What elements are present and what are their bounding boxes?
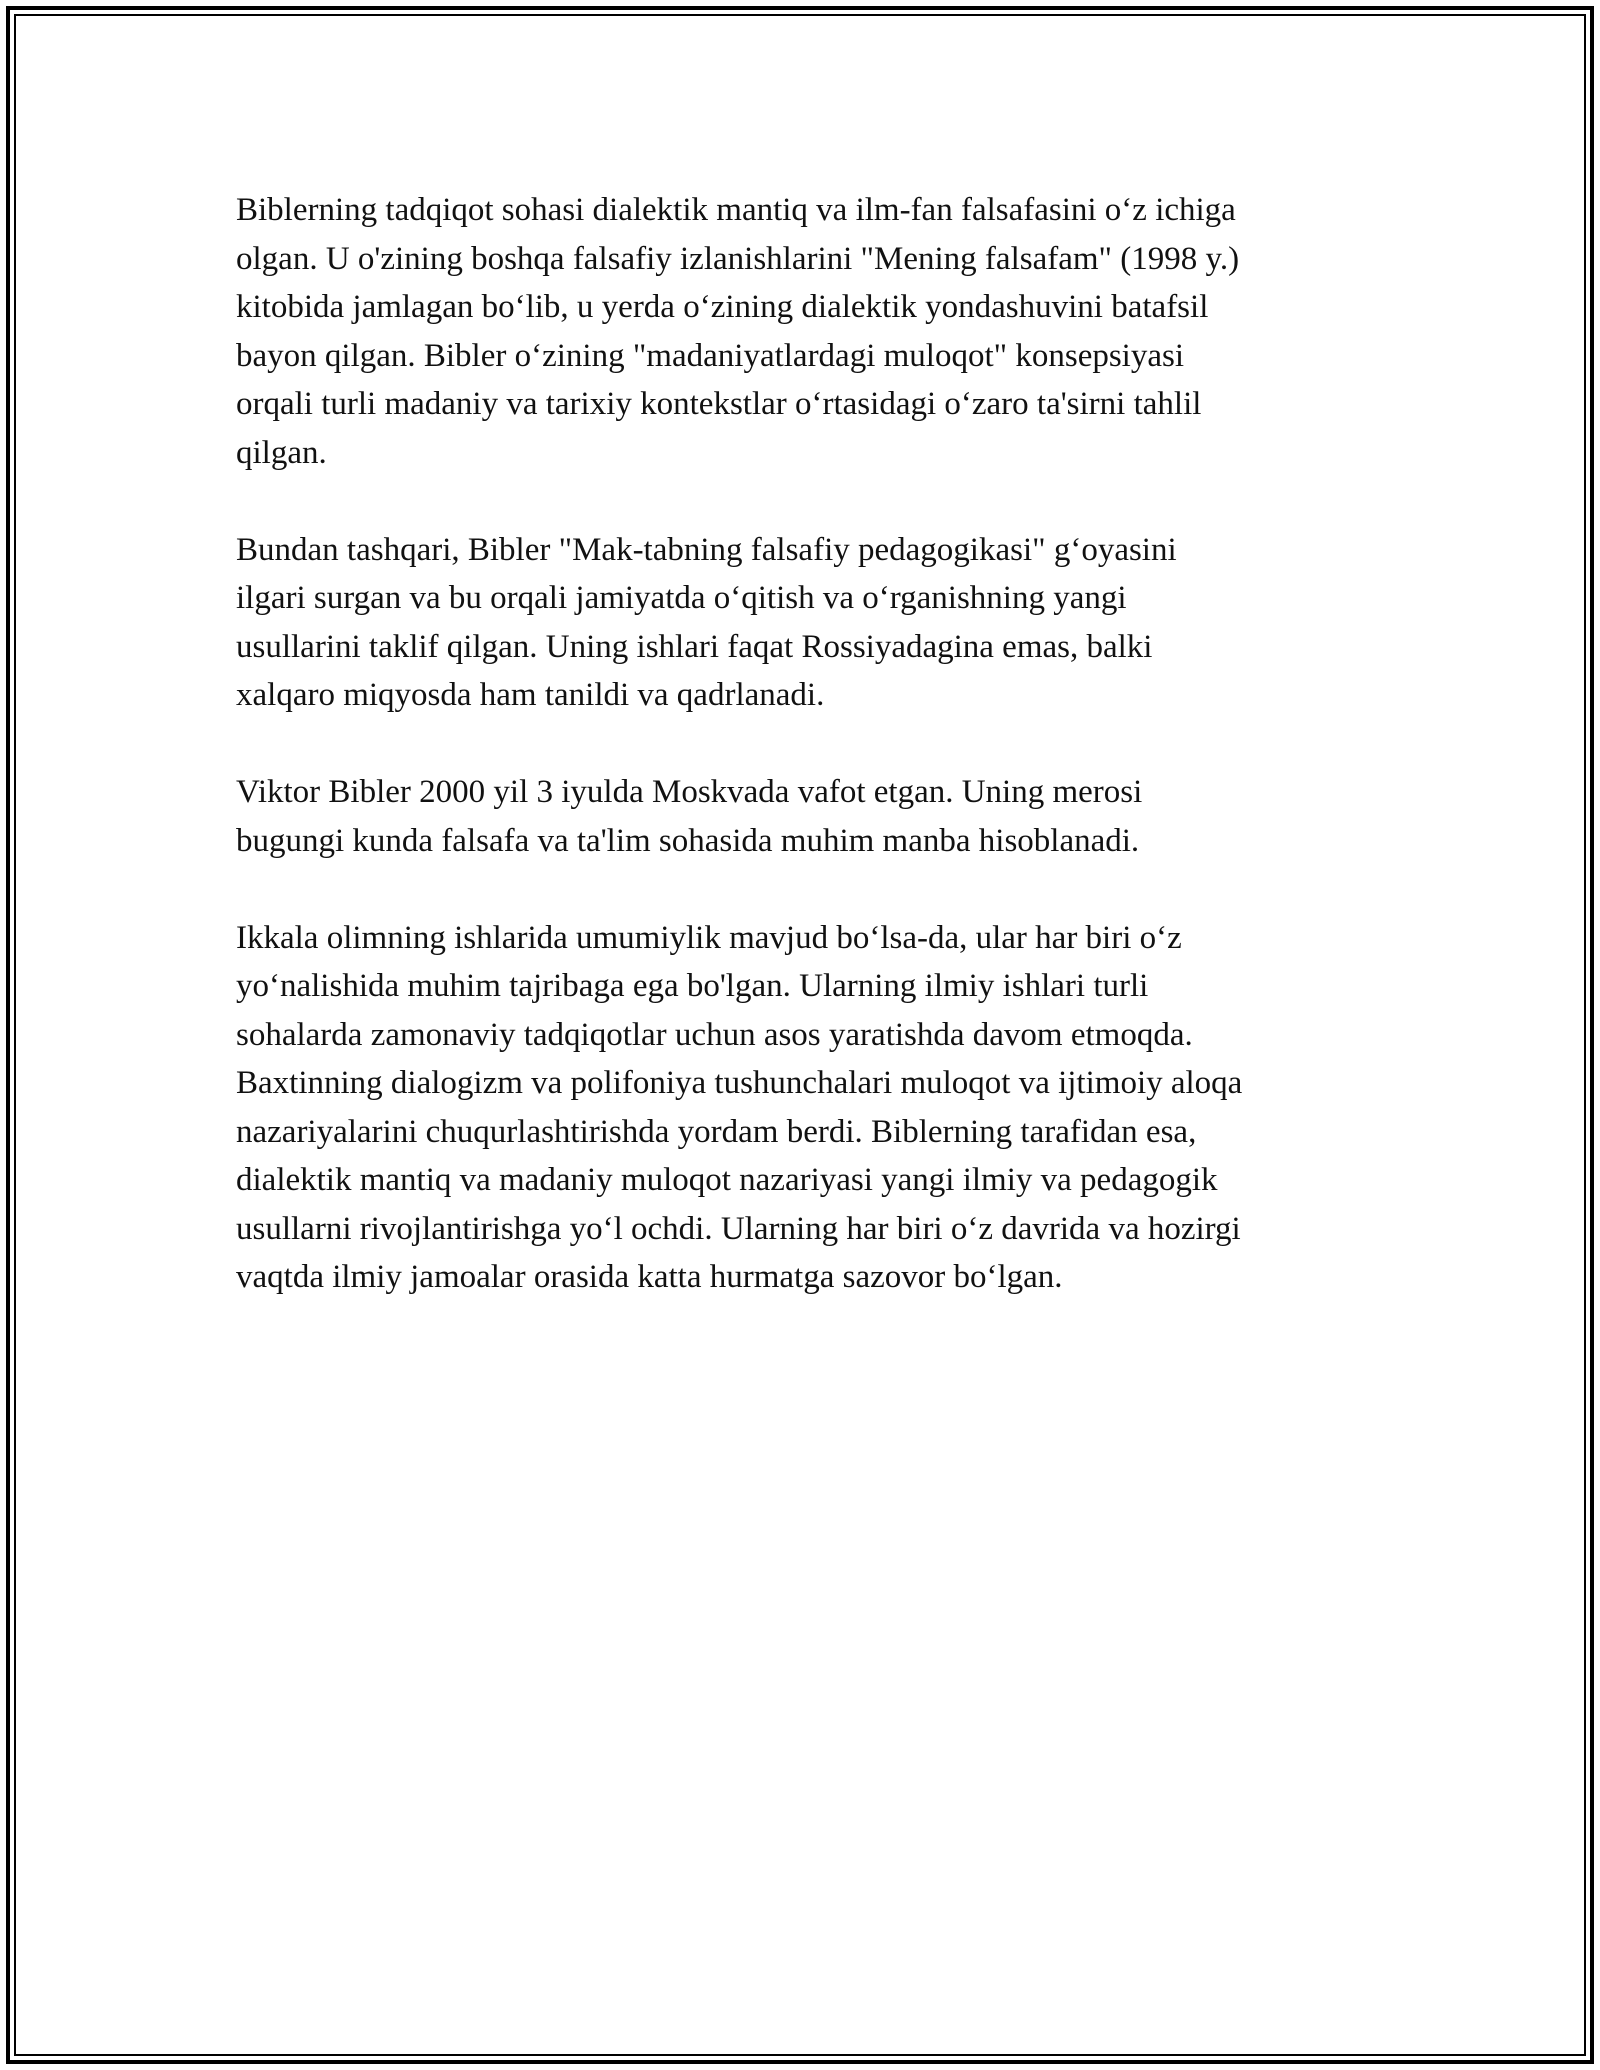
paragraph-line: Viktor Bibler 2000 yil 3 iyulda Moskvada vafot etgan. Uning merosi (236, 774, 1143, 810)
paragraph-line: Ikkala olimning ishlarida umumiylik mavjud bo‘lsa-da, ular har biri o‘z (236, 919, 1182, 956)
paragraph-line: kitobida jamlagan bo‘lib, u yerda o‘zining dialektik yondashuvini batafsil (236, 289, 1209, 325)
paragraph-line: sohalarda zamonaviy tadqiqotlar uchun asos yaratishda davom etmoqda. (236, 1016, 1193, 1053)
paragraph-line: vaqtda ilmiy jamoalar orasida katta hurmatga sazovor bo‘lgan. (236, 1259, 1063, 1295)
paragraph-line: yo‘nalishida muhim tajribaga ega bo'lgan. Ularning ilmiy ishlari turli (236, 968, 1149, 1004)
document-body (236, 186, 1366, 1350)
paragraph-line: olgan. U o'zining boshqa falsafiy izlanishlarini "Mening falsafam" (1998 y.) (236, 240, 1240, 277)
paragraph-line: usullarini taklif qilgan. Uning ishlari faqat Rossiyadagina emas, balki (236, 628, 1153, 665)
paragraph-line: usullarni rivojlantirishga yo‘l ochdi. Ularning har biri o‘z davrida va hozirgi (236, 1210, 1241, 1247)
paragraph-line: orqali turli madaniy va tarixiy kontekstlar o‘rtasidagi o‘zaro ta'sirni tahlil (236, 386, 1202, 422)
paragraph-line: Bundan tashqari, Bibler "Mak-tabning falsafiy pedagogikasi" g‘oyasini (236, 531, 1177, 568)
paragraph-line: bayon qilgan. Bibler o‘zining "madaniyatlardagi muloqot" konsepsiyasi (236, 337, 1185, 374)
paragraph-line: qilgan. (236, 434, 327, 471)
paragraph-line: dialektik mantiq va madaniy muloqot nazariyasi yangi ilmiy va pedagogik (236, 1162, 1218, 1198)
paragraph-line: Baxtinning dialogizm va polifoniya tushunchalari muloqot va ijtimoiy aloqa (236, 1065, 1243, 1101)
paragraph-line: nazariyalarini chuqurlashtirishda yordam berdi. Biblerning tarafidan esa, (236, 1113, 1197, 1150)
paragraph-line: bugungi kunda falsafa va ta'lim sohasida muhim manba hisoblanadi. (236, 822, 1140, 859)
paragraph-line: ilgari surgan va bu orqali jamiyatda o‘qitish va o‘rganishning yangi (236, 580, 1127, 616)
paragraph-4 (236, 914, 1366, 1302)
paragraph-2 (236, 526, 1366, 720)
paragraph-1 (236, 186, 1366, 477)
paragraph-3 (236, 768, 1366, 865)
paragraph-line: xalqaro miqyosda ham tanildi va qadrlanadi. (236, 677, 825, 713)
paragraph-line: Biblerning tadqiqot sohasi dialektik mantiq va ilm-fan falsafasini o‘z ichiga (236, 192, 1236, 228)
